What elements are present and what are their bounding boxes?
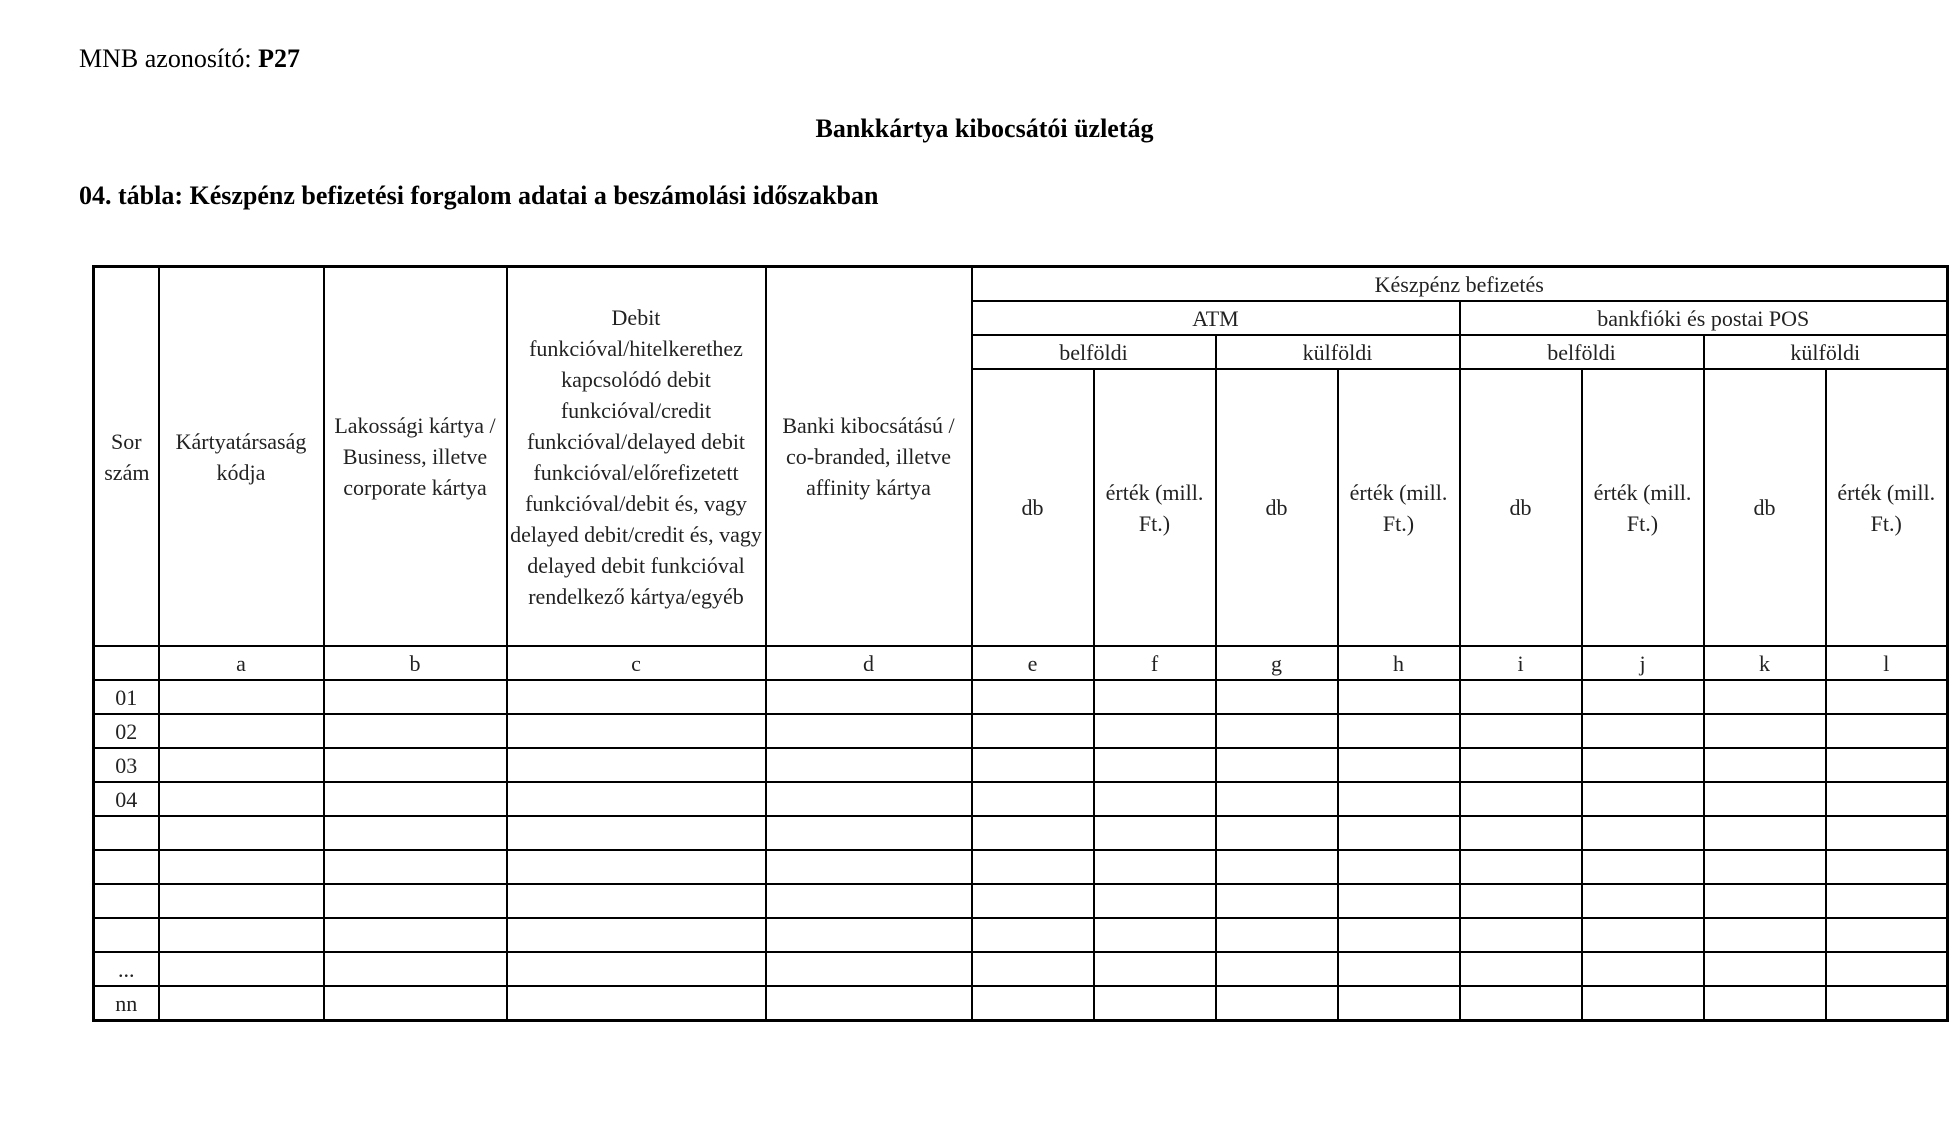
header-pos-domestic-count: db xyxy=(1460,369,1582,646)
input-cell[interactable] xyxy=(1582,782,1704,816)
input-cell[interactable] xyxy=(1460,986,1582,1021)
input-cell[interactable] xyxy=(766,884,972,918)
input-cell[interactable] xyxy=(507,918,766,952)
input-cell[interactable] xyxy=(766,816,972,850)
row-number: nn xyxy=(94,986,159,1021)
input-cell[interactable] xyxy=(1460,782,1582,816)
input-cell[interactable] xyxy=(159,884,324,918)
input-cell[interactable] xyxy=(324,884,507,918)
input-cell[interactable] xyxy=(1338,714,1460,748)
input-cell[interactable] xyxy=(1094,850,1216,884)
input-cell[interactable] xyxy=(1826,986,1948,1021)
input-cell[interactable] xyxy=(1704,714,1826,748)
input-cell[interactable] xyxy=(1216,782,1338,816)
header-atm-foreign-count: db xyxy=(1216,369,1338,646)
table-row xyxy=(94,952,1948,986)
input-cell[interactable] xyxy=(1582,714,1704,748)
input-cell[interactable] xyxy=(1338,918,1460,952)
input-cell[interactable] xyxy=(507,782,766,816)
input-cell[interactable] xyxy=(1826,714,1948,748)
input-cell[interactable] xyxy=(1338,850,1460,884)
input-cell[interactable] xyxy=(1094,986,1216,1021)
table-row xyxy=(94,884,1948,918)
input-cell[interactable] xyxy=(1216,680,1338,714)
input-cell[interactable] xyxy=(1460,884,1582,918)
header-pos-foreign-count: db xyxy=(1704,369,1826,646)
input-cell[interactable] xyxy=(766,680,972,714)
row-number: 04 xyxy=(94,782,159,816)
input-cell[interactable] xyxy=(159,714,324,748)
input-cell[interactable] xyxy=(1826,816,1948,850)
table-row xyxy=(94,782,1948,816)
input-cell[interactable] xyxy=(766,748,972,782)
row-number xyxy=(94,918,159,952)
input-cell[interactable] xyxy=(1460,850,1582,884)
header-pos-foreign-value: érték (mill. Ft.) xyxy=(1826,369,1948,646)
column-letter: i xyxy=(1460,646,1582,680)
input-cell[interactable] xyxy=(1704,986,1826,1021)
input-cell[interactable] xyxy=(1826,748,1948,782)
column-letter: e xyxy=(972,646,1094,680)
input-cell[interactable] xyxy=(972,748,1094,782)
header-atm-domestic: belföldi xyxy=(972,335,1216,369)
input-cell[interactable] xyxy=(324,816,507,850)
input-cell[interactable] xyxy=(1460,714,1582,748)
input-cell[interactable] xyxy=(507,952,766,986)
input-cell[interactable] xyxy=(1338,986,1460,1021)
input-cell[interactable] xyxy=(324,952,507,986)
input-cell[interactable] xyxy=(1216,986,1338,1021)
input-cell[interactable] xyxy=(1704,782,1826,816)
input-cell[interactable] xyxy=(1704,816,1826,850)
input-cell[interactable] xyxy=(766,952,972,986)
input-cell[interactable] xyxy=(766,782,972,816)
input-cell[interactable] xyxy=(1826,952,1948,986)
input-cell[interactable] xyxy=(1216,850,1338,884)
input-cell[interactable] xyxy=(159,748,324,782)
column-letter: j xyxy=(1582,646,1704,680)
column-letter: a xyxy=(159,646,324,680)
input-cell[interactable] xyxy=(324,918,507,952)
input-cell[interactable] xyxy=(507,680,766,714)
input-cell[interactable] xyxy=(972,884,1094,918)
input-cell[interactable] xyxy=(159,782,324,816)
header-atm: ATM xyxy=(972,301,1460,335)
input-cell[interactable] xyxy=(972,986,1094,1021)
input-cell[interactable] xyxy=(972,680,1094,714)
ident-label: MNB azonosító: xyxy=(79,44,252,73)
input-cell[interactable] xyxy=(159,952,324,986)
input-cell[interactable] xyxy=(1704,680,1826,714)
header-card-issuance: Banki kibocsátású / co-branded, illetve affinity kártya xyxy=(766,267,972,647)
input-cell[interactable] xyxy=(159,680,324,714)
header-card-function: Debit funkcióval/hitelkerethez kapcsolódó debit funkcióval/credit funkcióval/delayed debit funkcióval/előrefizetett funkcióval/debit és, vagy delayed debit/credit és, vagy delayed debit funkcióval rendelkező kártya/egyéb xyxy=(507,267,766,647)
page-title: Bankkártya kibocsátói üzletág xyxy=(815,114,1154,143)
row-number xyxy=(94,816,159,850)
input-cell[interactable] xyxy=(1338,952,1460,986)
column-letter: f xyxy=(1094,646,1216,680)
input-cell[interactable] xyxy=(1216,714,1338,748)
table-row xyxy=(94,986,1948,1021)
input-cell[interactable] xyxy=(1094,816,1216,850)
input-cell[interactable] xyxy=(1094,884,1216,918)
input-cell[interactable] xyxy=(1338,884,1460,918)
row-number xyxy=(94,884,159,918)
column-letter: k xyxy=(1704,646,1826,680)
header-atm-foreign-value: érték (mill. Ft.) xyxy=(1338,369,1460,646)
input-cell[interactable] xyxy=(159,850,324,884)
input-cell[interactable] xyxy=(1460,952,1582,986)
table-row xyxy=(94,680,1948,714)
row-number: 03 xyxy=(94,748,159,782)
column-letter: b xyxy=(324,646,507,680)
input-cell[interactable] xyxy=(1094,714,1216,748)
input-cell[interactable] xyxy=(972,952,1094,986)
input-cell[interactable] xyxy=(972,918,1094,952)
input-cell[interactable] xyxy=(1216,748,1338,782)
input-cell[interactable] xyxy=(324,782,507,816)
input-cell[interactable] xyxy=(324,986,507,1021)
input-cell[interactable] xyxy=(972,782,1094,816)
input-cell[interactable] xyxy=(324,850,507,884)
input-cell[interactable] xyxy=(1094,680,1216,714)
input-cell[interactable] xyxy=(1338,816,1460,850)
input-cell[interactable] xyxy=(1704,918,1826,952)
table-row xyxy=(94,850,1948,884)
table-row xyxy=(94,918,1948,952)
input-cell[interactable] xyxy=(159,986,324,1021)
input-cell[interactable] xyxy=(1582,918,1704,952)
cash-deposit-table xyxy=(92,265,1949,1022)
input-cell[interactable] xyxy=(1582,884,1704,918)
table-row xyxy=(94,816,1948,850)
header-row-number: Sor szám xyxy=(94,267,159,647)
input-cell[interactable] xyxy=(972,816,1094,850)
input-cell[interactable] xyxy=(1460,918,1582,952)
input-cell[interactable] xyxy=(1826,918,1948,952)
header-branch-post-pos: bankfióki és postai POS xyxy=(1460,301,1948,335)
input-cell[interactable] xyxy=(324,748,507,782)
input-cell[interactable] xyxy=(159,918,324,952)
input-cell[interactable] xyxy=(507,748,766,782)
input-cell[interactable] xyxy=(766,850,972,884)
header-atm-foreign: külföldi xyxy=(1216,335,1460,369)
column-letter: l xyxy=(1826,646,1948,680)
input-cell[interactable] xyxy=(1704,850,1826,884)
input-cell[interactable] xyxy=(507,816,766,850)
input-cell[interactable] xyxy=(1460,748,1582,782)
input-cell[interactable] xyxy=(324,680,507,714)
input-cell[interactable] xyxy=(1338,782,1460,816)
table-row xyxy=(94,714,1948,748)
header-pos-foreign: külföldi xyxy=(1704,335,1948,369)
input-cell[interactable] xyxy=(972,714,1094,748)
header-atm-domestic-count: db xyxy=(972,369,1094,646)
input-cell[interactable] xyxy=(1826,782,1948,816)
input-cell[interactable] xyxy=(1338,680,1460,714)
mnb-identifier xyxy=(79,44,300,74)
input-cell[interactable] xyxy=(766,986,972,1021)
input-cell[interactable] xyxy=(1826,884,1948,918)
input-cell[interactable] xyxy=(972,850,1094,884)
input-cell[interactable] xyxy=(1582,986,1704,1021)
column-letter: c xyxy=(507,646,766,680)
header-card-company-code: Kártyatársaság kódja xyxy=(159,267,324,647)
input-cell[interactable] xyxy=(159,816,324,850)
input-cell[interactable] xyxy=(1216,918,1338,952)
input-cell[interactable] xyxy=(1704,748,1826,782)
input-cell[interactable] xyxy=(1094,918,1216,952)
header-pos-domestic-value: érték (mill. Ft.) xyxy=(1582,369,1704,646)
input-cell[interactable] xyxy=(1094,748,1216,782)
input-cell[interactable] xyxy=(1582,680,1704,714)
header-pos-domestic: belföldi xyxy=(1460,335,1704,369)
input-cell[interactable] xyxy=(1216,884,1338,918)
letter-row-blank xyxy=(94,646,159,680)
input-cell[interactable] xyxy=(766,918,972,952)
input-cell[interactable] xyxy=(1216,816,1338,850)
input-cell[interactable] xyxy=(1094,782,1216,816)
row-number xyxy=(94,850,159,884)
input-cell[interactable] xyxy=(1704,952,1826,986)
table-row xyxy=(94,748,1948,782)
input-cell[interactable] xyxy=(507,986,766,1021)
row-number: 02 xyxy=(94,714,159,748)
input-cell[interactable] xyxy=(507,714,766,748)
input-cell[interactable] xyxy=(324,714,507,748)
input-cell[interactable] xyxy=(1582,816,1704,850)
header-cash-deposit: Készpénz befizetés xyxy=(972,267,1948,302)
header-card-segment: Lakossági kártya / Business, illetve corporate kártya xyxy=(324,267,507,647)
column-letter: g xyxy=(1216,646,1338,680)
input-cell[interactable] xyxy=(507,884,766,918)
input-cell[interactable] xyxy=(507,850,766,884)
input-cell[interactable] xyxy=(1582,850,1704,884)
input-cell[interactable] xyxy=(766,714,972,748)
input-cell[interactable] xyxy=(1460,680,1582,714)
input-cell[interactable] xyxy=(1704,884,1826,918)
input-cell[interactable] xyxy=(1338,748,1460,782)
ident-code: P27 xyxy=(258,44,300,73)
input-cell[interactable] xyxy=(1826,680,1948,714)
input-cell[interactable] xyxy=(1094,952,1216,986)
input-cell[interactable] xyxy=(1582,748,1704,782)
input-cell[interactable] xyxy=(1582,952,1704,986)
table-title: 04. tábla: Készpénz befizetési forgalom adatai a beszámolási időszakban xyxy=(79,181,879,210)
header-atm-domestic-value: érték (mill. Ft.) xyxy=(1094,369,1216,646)
column-letter: d xyxy=(766,646,972,680)
column-letter: h xyxy=(1338,646,1460,680)
input-cell[interactable] xyxy=(1216,952,1338,986)
row-number: ... xyxy=(94,952,159,986)
input-cell[interactable] xyxy=(1460,816,1582,850)
row-number: 01 xyxy=(94,680,159,714)
input-cell[interactable] xyxy=(1826,850,1948,884)
